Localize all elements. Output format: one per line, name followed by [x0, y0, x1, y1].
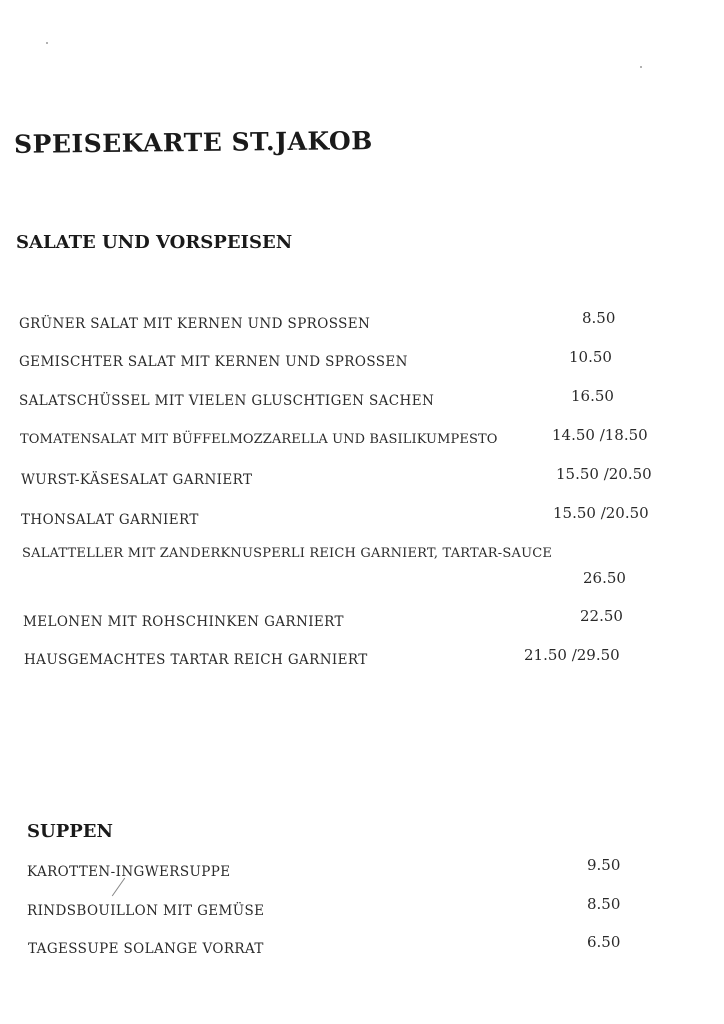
pen-mark: [112, 878, 125, 897]
menu-item-price: 26.50: [583, 569, 626, 587]
menu-item-price: 21.50 /29.50: [524, 646, 620, 664]
menu-item-name: THONSALAT GARNIERT: [21, 512, 199, 528]
menu-item-price: 10.50: [569, 348, 612, 366]
menu-item-price: 22.50: [580, 607, 623, 625]
menu-title: SPEISEKARTE ST.JAKOB: [13, 126, 374, 159]
menu-item-name: MELONEN MIT ROHSCHINKEN GARNIERT: [23, 614, 344, 630]
menu-item-name: WURST-KÄSESALAT GARNIERT: [21, 472, 253, 488]
menu-item-price: 9.50: [587, 856, 621, 874]
menu-item-name: SALATTELLER MIT ZANDERKNUSPERLI REICH GARNIERT, TARTAR-SAUCE: [22, 546, 553, 561]
menu-item-name: TAGESSUPE SOLANGE VORRAT: [28, 941, 264, 957]
menu-item-name: TOMATENSALAT MIT BÜFFELMOZZARELLA UND BASILIKUMPESTO: [20, 432, 498, 447]
menu-item-price: 15.50 /20.50: [556, 465, 652, 483]
menu-item-price: 16.50: [571, 387, 614, 405]
menu-item-price: 8.50: [587, 895, 621, 913]
paper-speck: [46, 42, 48, 44]
menu-item-price: 15.50 /20.50: [553, 504, 649, 522]
menu-item-name: GEMISCHTER SALAT MIT KERNEN UND SPROSSEN: [19, 354, 408, 370]
menu-item-price: 6.50: [587, 933, 621, 951]
section-heading-suppen: SUPPEN: [27, 821, 113, 842]
menu-item-price: 14.50 /18.50: [552, 426, 648, 444]
section-heading-salate: SALATE UND VORSPEISEN: [16, 232, 293, 253]
menu-item-name: HAUSGEMACHTES TARTAR REICH GARNIERT: [24, 652, 368, 668]
paper-speck: [640, 66, 642, 68]
menu-item-name: GRÜNER SALAT MIT KERNEN UND SPROSSEN: [19, 316, 371, 332]
menu-item-price: 8.50: [582, 309, 616, 327]
menu-item-name: KAROTTEN-INGWERSUPPE: [27, 864, 231, 880]
menu-item-name: RINDSBOUILLON MIT GEMÜSE: [27, 903, 265, 919]
menu-item-name: SALATSCHÜSSEL MIT VIELEN GLUSCHTIGEN SACHEN: [19, 393, 435, 409]
